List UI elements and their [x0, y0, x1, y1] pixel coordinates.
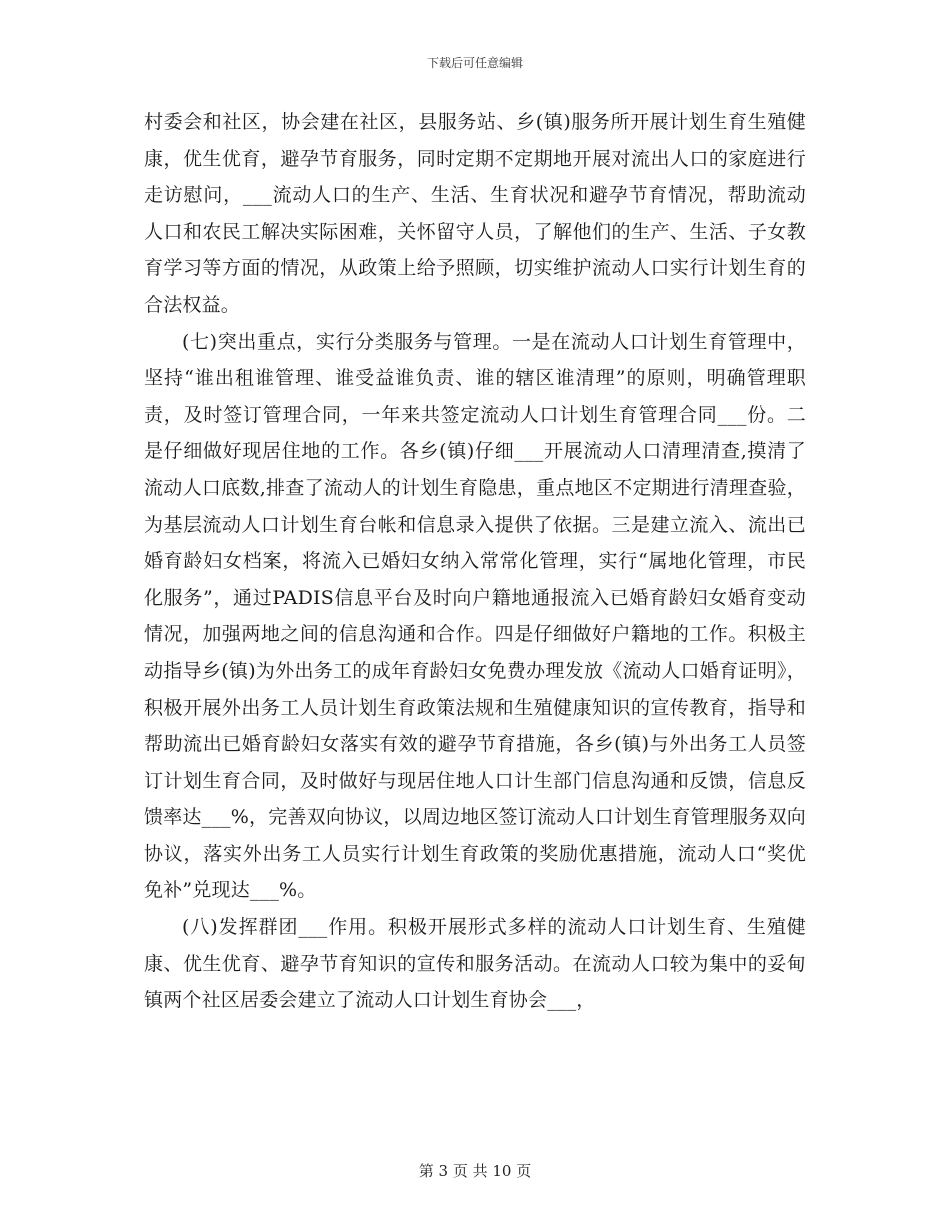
- page-header-note: 下载后可任意编辑: [426, 56, 523, 70]
- paragraph-community-service: 村委会和社区，协会建在社区，县服务站、乡(镇)服务所开展计划生育生殖健康，优生优育，避孕节育服务，同时定期不定期地开展对流出人口的家庭进行走访慰问，___流动人口的生产、生活、生育状况和避孕节育情况，帮助流动人口和农民工解决实际困难，关怀留守人员，了解他们的生产、生活、子女教育学习等方面的情况，从政策上给予照顾，切实维护流动人口实行计划生育的合法权益。: [144, 111, 806, 316]
- paragraph-section-eight: (八)发挥群团___作用。积极开展形式多样的流动人口计划生育、生殖健康、优生优育、避孕节育知识的宣传和服务活动。在流动人口较为集中的妥甸镇两个社区居委会建立了流动人口计划生育协会___，: [144, 916, 806, 1012]
- document-body: [144, 104, 806, 1019]
- page-number: 第 3 页 共 10 页: [418, 1162, 532, 1180]
- paragraph-section-seven: (七)突出重点，实行分类服务与管理。一是在流动人口计划生育管理中，坚持“谁出租谁管理、谁受益谁负责、谁的辖区谁清理”的原则，明确管理职责，及时签订管理合同，一年来共签定流动人口计划生育管理合同___份。二是仔细做好现居住地的工作。各乡(镇)仔细___开展流动人口清理清查,摸清了流动人口底数,排查了流动人的计划生育隐患，重点地区不定期进行清理查验，为基层流动人口计划生育台帐和信息录入提供了依据。三是建立流入、流出已婚育龄妇女档案，将流入已婚妇女纳入常常化管理，实行“属地化管理，市民化服务”，通过PADIS信息平台及时向户籍地通报流入已婚育龄妇女婚育变动情况，加强两地之间的信息沟通和合作。四是仔细做好户籍地的工作。积极主动指导乡(镇)为外出务工的成年育龄妇女免费办理发放《流动人口婚育证明》，积极开展外出务工人员计划生育政策法规和生殖健康知识的宣传教育，指导和帮助流出已婚育龄妇女落实有效的避孕节育措施，各乡(镇)与外出务工人员签订计划生育合同，及时做好与现居住地人口计生部门信息沟通和反馈，信息反馈率达___%，完善双向协议，以周边地区签订流动人口计划生育管理服务双向协议，落实外出务工人员实行计划生育政策的奖励优惠措施，流动人口“奖优免补”兑现达___%。: [144, 330, 806, 902]
